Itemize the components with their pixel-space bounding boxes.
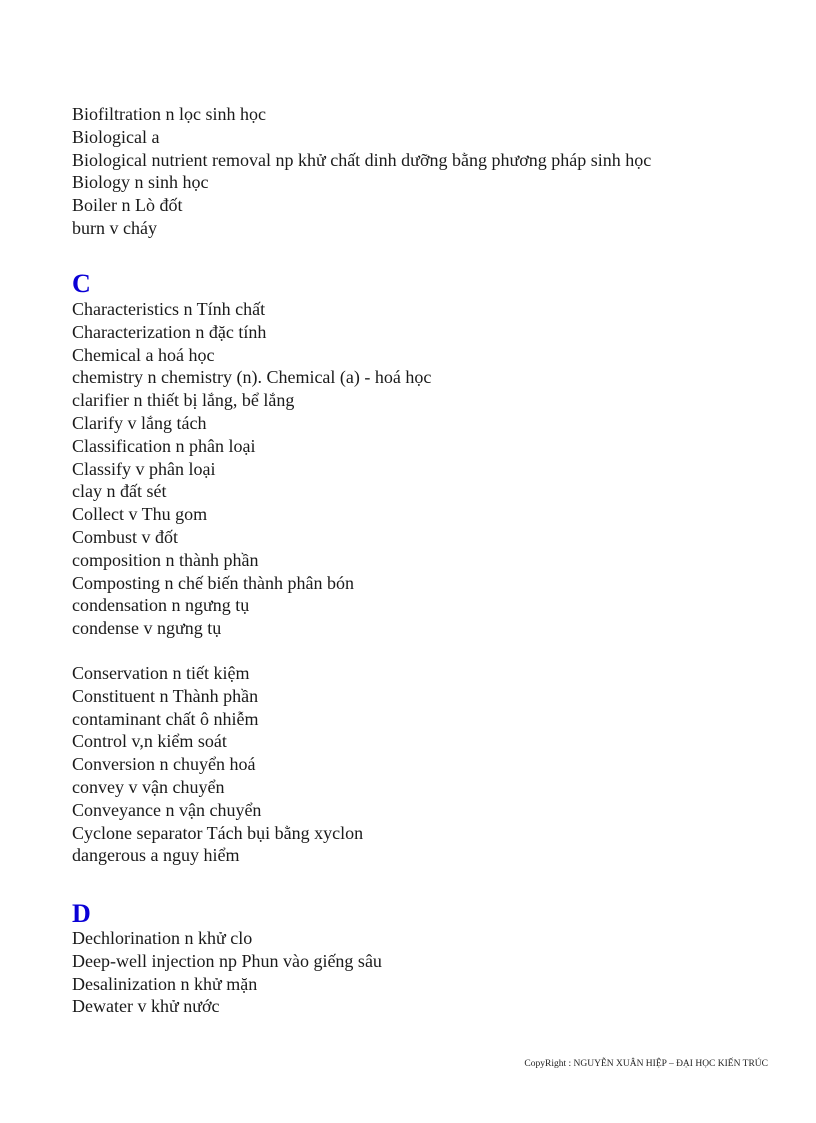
copyright-footer: CopyRight : NGUYỄN XUÂN HIỆP – ĐẠI HỌC KIẾN TRÚC <box>524 1059 768 1069</box>
dictionary-entry: condense v ngưng tụ <box>72 618 222 639</box>
dictionary-entry: Biological a <box>72 126 160 147</box>
dictionary-entry: Conveyance n vận chuyển <box>72 799 262 820</box>
section-b-entries <box>72 103 651 240</box>
dictionary-entry: Cyclone separator Tách bụi bằng xyclon <box>72 822 364 843</box>
dictionary-entry: Composting n chế biến thành phân bón <box>72 572 354 593</box>
dictionary-entry: Biology n sinh học <box>72 172 209 193</box>
dictionary-entry: Constituent n Thành phần <box>72 685 259 706</box>
section-heading-c: C <box>72 269 91 298</box>
dictionary-entry: dangerous a nguy hiểm <box>72 845 240 866</box>
dictionary-entry: convey v vận chuyển <box>72 776 225 797</box>
dictionary-entry: Conservation n tiết kiệm <box>72 663 250 683</box>
dictionary-entry: Dewater v khử nước <box>72 996 220 1017</box>
section-d-entries <box>72 927 382 1018</box>
dictionary-entry: Desalinization n khử mặn <box>72 973 258 994</box>
dictionary-entry: clay n đất sét <box>72 481 167 502</box>
dictionary-entry: Dechlorination n khử clo <box>72 928 253 948</box>
dictionary-entry: Control v,n kiểm soát <box>72 731 227 752</box>
dictionary-entry: Classification n phân loại <box>72 435 256 456</box>
section-c-entries <box>72 298 431 640</box>
dictionary-entry: Combust v đốt <box>72 526 179 547</box>
dictionary-entry: Classify v phân loại <box>72 458 216 479</box>
dictionary-entry: composition n thành phần <box>72 549 259 570</box>
dictionary-entry: chemistry n chemistry (n). Chemical (a) - hoá học <box>72 367 432 388</box>
dictionary-entry: Collect v Thu gom <box>72 504 208 525</box>
dictionary-entry: Clarify v lắng tách <box>72 412 207 433</box>
dictionary-entry: contaminant chất ô nhiễm <box>72 708 259 729</box>
dictionary-entry: Chemical a hoá học <box>72 344 215 365</box>
section-c-entries-continued <box>72 662 363 867</box>
dictionary-entry: Characteristics n Tính chất <box>72 299 266 319</box>
dictionary-entry: condensation n ngưng tụ <box>72 595 250 616</box>
dictionary-entry: Biofiltration n lọc sinh học <box>72 104 266 124</box>
dictionary-entry: clarifier n thiết bị lắng, bể lắng <box>72 390 295 411</box>
dictionary-entry: Conversion n chuyển hoá <box>72 754 256 775</box>
dictionary-entry: Characterization n đặc tính <box>72 321 267 342</box>
dictionary-entry: Deep-well injection np Phun vào giếng sâu <box>72 950 382 971</box>
section-heading-d: D <box>72 899 91 928</box>
dictionary-entry: Biological nutrient removal np khử chất dinh dưỡng bằng phương pháp sinh học <box>72 149 652 170</box>
dictionary-entry: burn v cháy <box>72 217 157 238</box>
dictionary-entry: Boiler n Lò đốt <box>72 195 183 216</box>
